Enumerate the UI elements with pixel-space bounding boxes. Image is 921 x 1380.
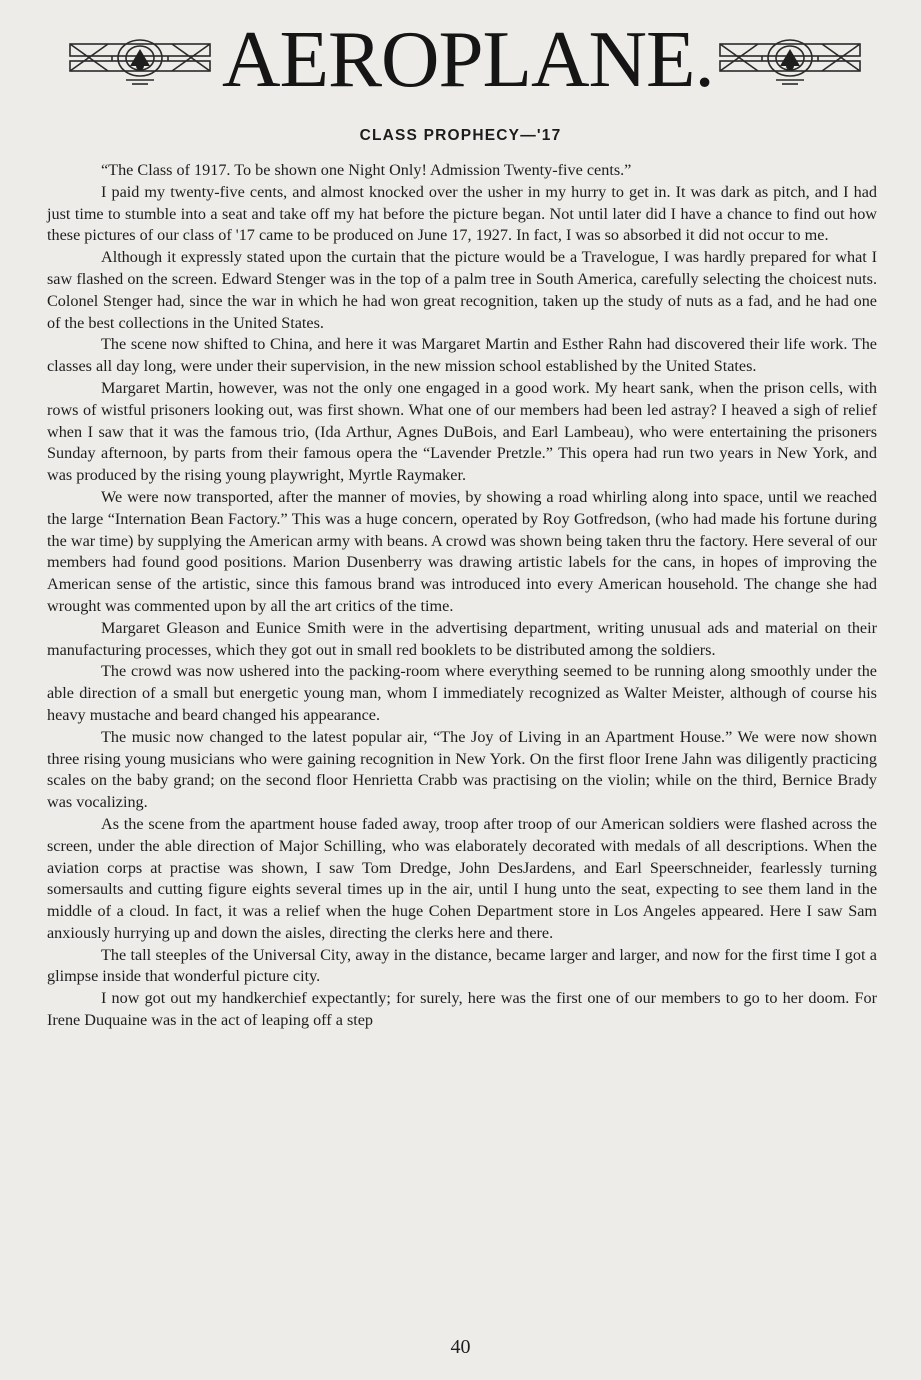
paragraph: “The Class of 1917. To be shown one Night Only! Admission Twenty-five cents.” bbox=[101, 161, 632, 179]
paragraph: The scene now shifted to China, and here it was Margaret Martin and Esther Rahn had discovered their life work. The classes all day long, were under their supervision, in the new mission school established by the United States. bbox=[47, 335, 877, 376]
masthead bbox=[0, 14, 921, 104]
page-number: 40 bbox=[450, 1336, 471, 1358]
paragraph: Although it expressly stated upon the curtain that the picture would be a Travelogue, I was hardly prepared for what I saw flashed on the screen. Edward Stenger was in the top of a palm tree in South America, carefully selecting the choicest nuts. Colonel Stenger had, since the war in which he had won great recognition, taken up the study of nuts as a fad, and he had one of the best collections in the United States. bbox=[47, 248, 877, 332]
biplane-emblem-right-icon bbox=[718, 36, 862, 86]
paragraph: As the scene from the apartment house faded away, troop after troop of our American soldiers were flashed across the screen, under the able direction of Major Schilling, who was elaborately decorated with medals of all descriptions. When the aviation corps at practise was shown, I saw Tom Dredge, John DesJardens, and Earl Speerschneider, fearlessly turning somersaults and cutting figure eights several times up in the air, until I hung unto the seat, expecting to see them land in the middle of a cloud. In fact, it was a relief when the huge Cohen Department store in Los Angeles appeared. Here I saw Sam anxiously hurrying up and down the aisles, directing the clerks here and there. bbox=[47, 814, 877, 942]
paragraph: I now got out my handkerchief expectantly; for surely, here was the first one of our members to go to her doom. For Irene Duquaine was in the act of leaping off a step bbox=[47, 989, 877, 1030]
masthead-title: AEROPLANE. bbox=[222, 14, 714, 104]
paragraph: The crowd was now ushered into the packing-room where everything seemed to be running along smoothly under the able direction of a small but energetic young man, whom I immediately recognized as Walter Meister, although of course his heavy mustache and beard changed his appearance. bbox=[47, 662, 877, 724]
paragraph: We were now transported, after the manner of movies, by showing a road whirling along into space, until we reached the large “Internation Bean Factory.” This was a huge concern, operated by Roy Gotfredson, (who had made his fortune during the war time) by supplying the American army with beans. A crowd was shown being taken thru the factory. Here several of our members had found good positions. Marion Dusenberry was drawing artistic labels for the cans, in hopes of improving the American sense of the artistic, since this famous brand was introduced into every American household. The change she had wrought was commented upon by all the art critics of the time. bbox=[47, 487, 877, 615]
section-heading: CLASS PROPHECY—'17 bbox=[359, 127, 562, 144]
paragraph: Margaret Martin, however, was not the only one engaged in a good work. My heart sank, when the prison cells, with rows of wistful prisoners looking out, was first shown. What one of our members had been led astray? I heaved a sigh of relief when I saw that it was the famous trio, (Ida Arthur, Agnes DuBois, and Earl Lambeau), who were entertaining the prisoners Sunday afternoon, by parts from their famous opera the “Lavender Pretzle.” This opera had run two years in New York, and was produced by the rising young playwright, Myrtle Raymaker. bbox=[47, 378, 877, 485]
paragraph: I paid my twenty-five cents, and almost knocked over the usher in my hurry to get in. It was dark as pitch, and I had just time to stumble into a seat and take off my hat before the picture began. Not until later did I have a chance to find out how these pictures of our class of '17 came to be produced on June 17, 1927. In fact, I was so absorbed it did not occur to me. bbox=[47, 182, 877, 245]
article-body bbox=[47, 160, 877, 1032]
paragraph: The music now changed to the latest popular air, “The Joy of Living in an Apartment House.” We were now shown three rising young musicians who were gaining recognition in New York. On the first floor Irene Jahn was diligently practicing scales on the baby grand; on the second floor Henrietta Crabb was practising on the violin; while on the third, Bernice Brady was vocalizing. bbox=[47, 727, 877, 812]
paragraph: The tall steeples of the Universal City, away in the distance, became larger and larger, and now for the first time I got a glimpse inside that wonderful picture city. bbox=[47, 945, 877, 986]
paragraph: Margaret Gleason and Eunice Smith were in the advertising department, writing unusual ads and material on their manufacturing processes, which they got out in small red booklets to be distributed among the soldiers. bbox=[47, 618, 877, 659]
biplane-emblem-left-icon bbox=[68, 36, 212, 86]
